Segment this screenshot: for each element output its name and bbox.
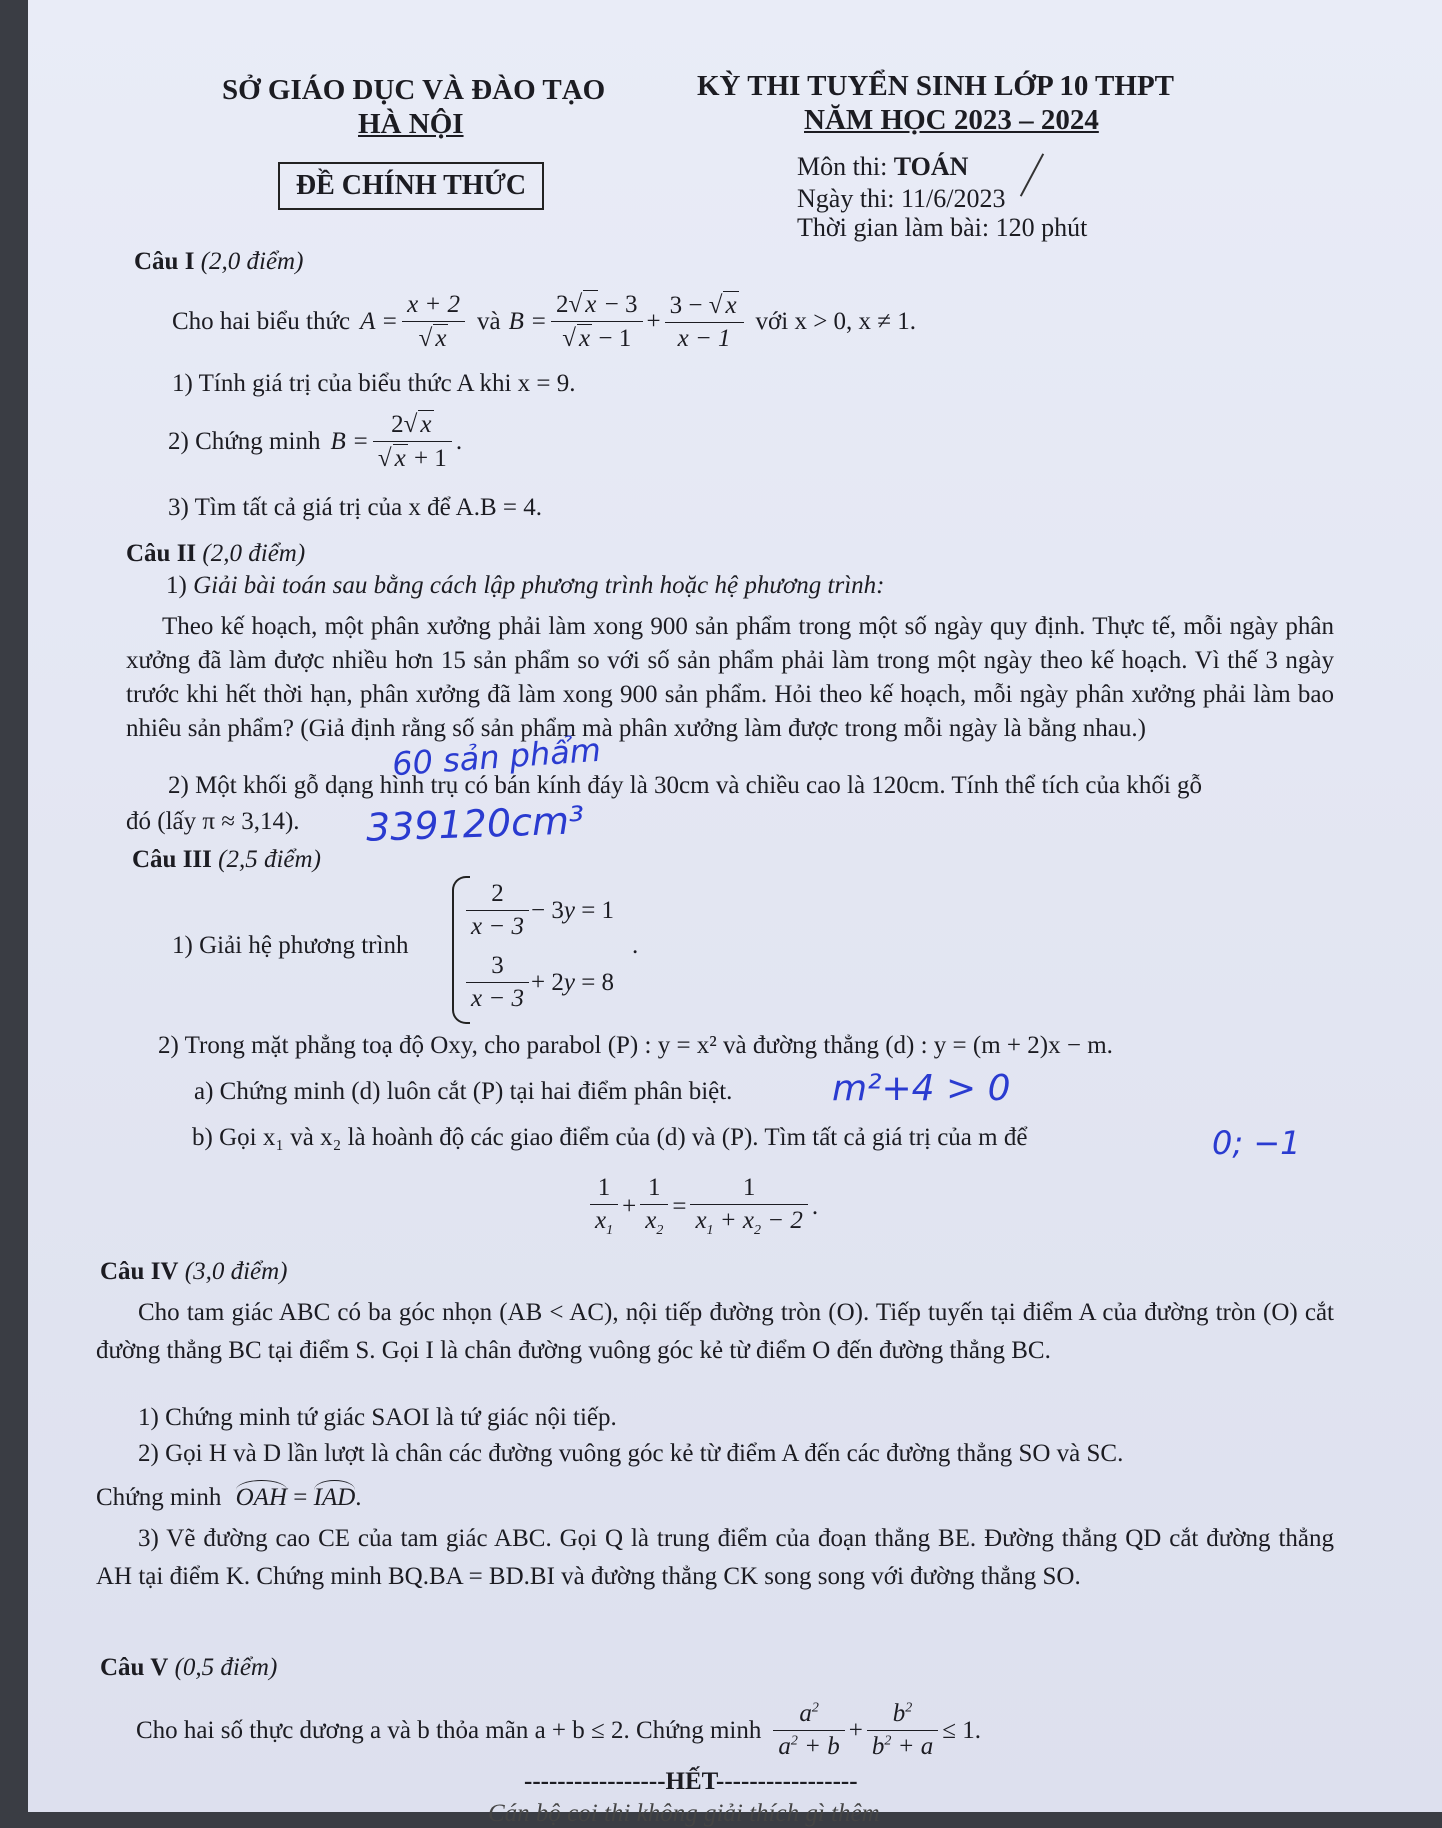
exam-date: Ngày thi: 11/6/2023: [797, 184, 1006, 213]
handwritten-answer-2: 339120cm³: [365, 798, 585, 850]
q5-statement: Cho hai số thực dương a và b thỏa mãn a + b ≤ 2. Chứng minh $\frac{a^2}{a^2 + b}$ + $\frac{b^2}{b^2 + a}$ ≤ 1.: [136, 1700, 981, 1760]
expr-b1: $\frac{2√ x - 3}{√ x - 1}$: [551, 290, 642, 353]
q2-part1-instr: [166, 572, 885, 600]
q2-title: Câu II: [126, 540, 197, 567]
subject-line: [797, 152, 968, 182]
q1-part1: 1) Tính giá trị của biểu thức A khi x = 9.: [172, 370, 576, 397]
q1-points: (2,0 điểm): [200, 248, 304, 275]
q2-problem: Theo kế hoạch, một phân xưởng phải làm xong 900 sản phẩm trong một số ngày quy định. Thực tế, mỗi ngày phân xưởng đã làm được nhiều hơn 15 sản phẩm so với số sản phẩm phải làm trong một ngày theo kế hoạch. Vì thế 3 ngày trước khi hết thời hạn, phân xưởng đã làm xong 900 sản phẩm. Hỏi theo kế hoạch, mỗi ngày phân xưởng phải làm bao nhiêu sản phẩm? (Giả định rằng số sản phẩm mà phân xưởng làm được trong mỗi ngày là bằng nhau.): [126, 613, 1334, 742]
system-eq2: $\frac{3}{x - 3}$ + 2y = 8: [466, 952, 614, 1013]
q3-points: (2,5 điểm): [218, 846, 321, 873]
subject-label: Môn thi:: [797, 152, 894, 181]
q4-intro: Cho tam giác ABC có ba góc nhọn (AB < AC), nội tiếp đường tròn (O). Tiếp tuyến tại điểm A của đường tròn (O) cắt đường thẳng BC tại điểm S. Gọi I là chân đường vuông góc kẻ từ điểm O đến đường thẳng BC.: [96, 1299, 1334, 1364]
department-name: SỞ GIÁO DỤC VÀ ĐÀO TẠO: [222, 74, 606, 106]
city-name: HÀ NỘI: [358, 108, 464, 140]
expr-b-simplified: $\frac{2√ x}{√ x + 1}$: [373, 410, 452, 473]
footer-note: Cán bộ coi thi không giải thích gì thêm: [488, 1800, 880, 1827]
q1-part2: 2) Chứng minh B = $\frac{2√ x}{√ x + 1}$ .: [168, 411, 463, 472]
q3-part2b: b) Gọi x₁ và x₂ là hoành độ các giao điểm của (d) và (P). Tìm tất cả giá trị của m để: [192, 1124, 1028, 1151]
q4-points: (3,0 điểm): [184, 1258, 288, 1285]
q4-part2b-text: Chứng minh: [96, 1484, 222, 1511]
q1-and: và: [477, 307, 501, 335]
handwritten-answer-4: 0; −1: [1212, 1124, 1301, 1162]
q3-heading: [132, 846, 321, 874]
q1-heading: [134, 248, 303, 276]
q2-points: (2,0 điểm): [202, 540, 306, 567]
q1-expressions: Cho hai biểu thức A = $\frac{x + 2}{√ x}$ và B = $\frac{2√ x - 3}{√ x - 1}$ + $\frac{3 - √ x}{x - 1}$ với x > 0, x ≠ 1.: [172, 290, 917, 352]
q1-title: Câu I: [134, 248, 195, 275]
q1-condition: với x > 0, x ≠ 1.: [755, 307, 917, 335]
q4-part2b: Chứng minh OAH = IAD.: [96, 1484, 362, 1512]
expr-a: $\frac{x + 2}{√ x}$: [402, 291, 465, 353]
q4-part2: 2) Gọi H và D lần lượt là chân các đường vuông góc kẻ từ điểm A đến các đường thẳng SO và SC.: [138, 1440, 1124, 1467]
expr-b2: $\frac{3 - √ x}{x - 1}$: [665, 291, 744, 353]
q5-title: Câu V: [100, 1654, 169, 1681]
handwritten-answer-3: m²+4 > 0: [832, 1068, 1011, 1109]
school-year: NĂM HỌC 2023 – 2024: [804, 104, 1099, 136]
q2-part2-a: 2) Một khối gỗ dạng hình trụ có bán kính đáy là 30cm và chiều cao là 120cm. Tính thể tích của khối gỗ: [168, 772, 1203, 799]
official-label: ĐỀ CHÍNH THỨC: [278, 162, 544, 210]
q3-part2: 2) Trong mặt phẳng toạ độ Oxy, cho parabol (P) : y = x² và đường thẳng (d) : y = (m + 2)x − m.: [158, 1032, 1113, 1059]
q1-part3: 3) Tìm tất cả giá trị của x để A.B = 4.: [168, 494, 542, 521]
q4-part1: 1) Chứng minh tứ giác SAOI là tứ giác nội tiếp.: [138, 1404, 617, 1431]
exam-duration: Thời gian làm bài: 120 phút: [797, 213, 1088, 242]
q3-condition-eq: $\frac{1}{x_1}$ + $\frac{1}{x_2}$ = $\frac{1}{x_1 + x_2 - 2}$ .: [586, 1174, 818, 1239]
q2-part2-b: đó (lấy π ≈ 3,14).: [126, 808, 300, 835]
q4-part3: 3) Vẽ đường cao CE của tam giác ABC. Gọi Q là trung điểm của đoạn thẳng BE. Đường thẳng QD cắt đường thẳng AH tại điểm K. Chứng minh BQ.BA = BD.BI và đường thẳng CK song song với đường thẳng SO.: [96, 1525, 1334, 1590]
q5-heading: [100, 1654, 277, 1682]
q1-intro: Cho hai biểu thức: [172, 307, 351, 335]
exam-title: KỲ THI TUYỂN SINH LỚP 10 THPT: [697, 70, 1175, 102]
system-eq1: $\frac{2}{x - 3}$ − 3y = 1: [466, 880, 614, 941]
q4-heading: [100, 1258, 288, 1286]
q5-points: (0,5 điểm): [174, 1654, 278, 1681]
q2-heading: [126, 540, 305, 568]
q3-part2a: a) Chứng minh (d) luôn cắt (P) tại hai điểm phân biệt.: [194, 1078, 733, 1105]
end-marker: -----------------HẾT-----------------: [524, 1768, 858, 1795]
system-period: .: [632, 932, 639, 959]
q5-intro: Cho hai số thực dương a và b thỏa mãn a + b ≤ 2. Chứng minh: [136, 1716, 762, 1744]
q5-end: ≤ 1.: [942, 1716, 981, 1744]
q3-part1: 1) Giải hệ phương trình: [172, 932, 409, 959]
handwritten-answer-1: 60 sản phẩm: [390, 730, 603, 784]
q1-part2-text: 2) Chứng minh: [168, 427, 321, 455]
q4-title: Câu IV: [100, 1258, 179, 1285]
q3-title: Câu III: [132, 846, 212, 873]
q2-part1-label: 1): [166, 572, 194, 599]
subject: TOÁN: [893, 152, 969, 181]
q2-part1-instruction: Giải bài toán sau bằng cách lập phương trình hoặc hệ phương trình:: [193, 572, 885, 599]
